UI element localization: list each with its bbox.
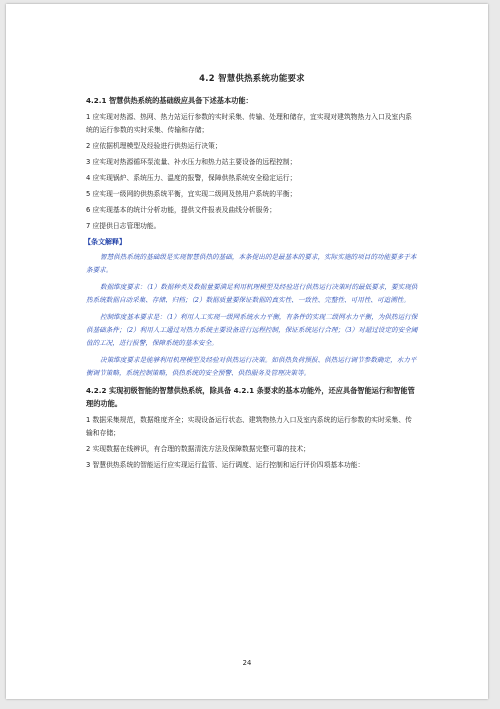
list-item: 4 应实现锅炉、系统压力、温度的报警，保障供热系统安全稳定运行；: [86, 174, 297, 182]
explanation-paragraph: 控制维度基本要求是：（1）利用人工实现一级网系统水力平衡，有条件的实现二级网水力平衡，为供热运行保供基础条件；（2）利用人工通过对热力系统主要设备进行远程控制，保证系统运行合理；（3）对超过设定的安全阈值的工况，进行报警，保障系统的基本安全。: [86, 313, 418, 347]
list-item: 5 应实现一级网的供热系统平衡，宜实现二级网及热用户系统的平衡；: [86, 190, 297, 198]
list-item: 6 应实现基本的统计分析功能，提供文件报表及曲线分析服务；: [86, 206, 276, 214]
list-item: 2 实现数据在线辨识，有合理的数据清洗方法及保障数据完整可靠的技术；: [86, 445, 310, 453]
page-content: [86, 72, 418, 475]
explanation-paragraph: 智慧供热系统的基础级是实现智慧供热的基础，本条提出的是最基本的要求，实际实施的项目的功能要多于本条要求。: [86, 253, 417, 274]
list-item: 3 应实现对热源循环泵流量、补水压力和热力站主要设备的远程控制；: [86, 158, 297, 166]
explanation-tag: 【条文解释】: [84, 238, 126, 246]
page-number: 24: [242, 659, 252, 667]
list-item: 2 应依据机理模型及经验进行供热运行决策；: [86, 142, 222, 150]
list-item: 3 智慧供热系统的智能运行应实现运行监管、运行调度、运行控制和运行评价四项基本功能：: [86, 461, 365, 469]
section-heading-4-2-2: 4.2.2 实现初级智能的智慧供热系统，除具备 4.2.1 条要求的基本功能外，还应具备智能运行和智能管理的功能。: [86, 386, 415, 408]
section-heading-4-2-1: 4.2.1 智慧供热系统的基础级应具备下述基本功能：: [86, 96, 253, 105]
explanation-paragraph: 决策维度要求是能够利用机理模型及经验对供热运行决策。如供热负荷预报、供热运行调节参数确定，水力平衡调节策略，系统控制策略，供热系统的安全预警、供热服务及管理决策等。: [86, 356, 417, 377]
list-item: 1 数据采集规范，数据维度齐全；实现设备运行状态、建筑物热力入口及室内系统的运行参数的实时采集、传输和存储；: [86, 416, 412, 437]
explanation-paragraph: 数据维度要求：（1）数据种类及数据量要满足利用机理模型及经验进行供热运行决策时的最低要求，要实现供热系统数据自动采集、存储、归档；（2）数据质量要保证数据的真实性、一致性、完整性、可用性、可追溯性。: [86, 283, 418, 304]
list-item: 1 应实现对热源、热网、热力站运行参数的实时采集、传输、处理和储存，宜实现对建筑物热力入口及室内系统的运行参数的实时采集、传输和存储；: [86, 113, 412, 134]
list-item: 7 应提供日志管理功能。: [86, 222, 161, 230]
document-page: [6, 4, 488, 699]
page-title: 4.2 智慧供热系统功能要求: [199, 73, 305, 83]
